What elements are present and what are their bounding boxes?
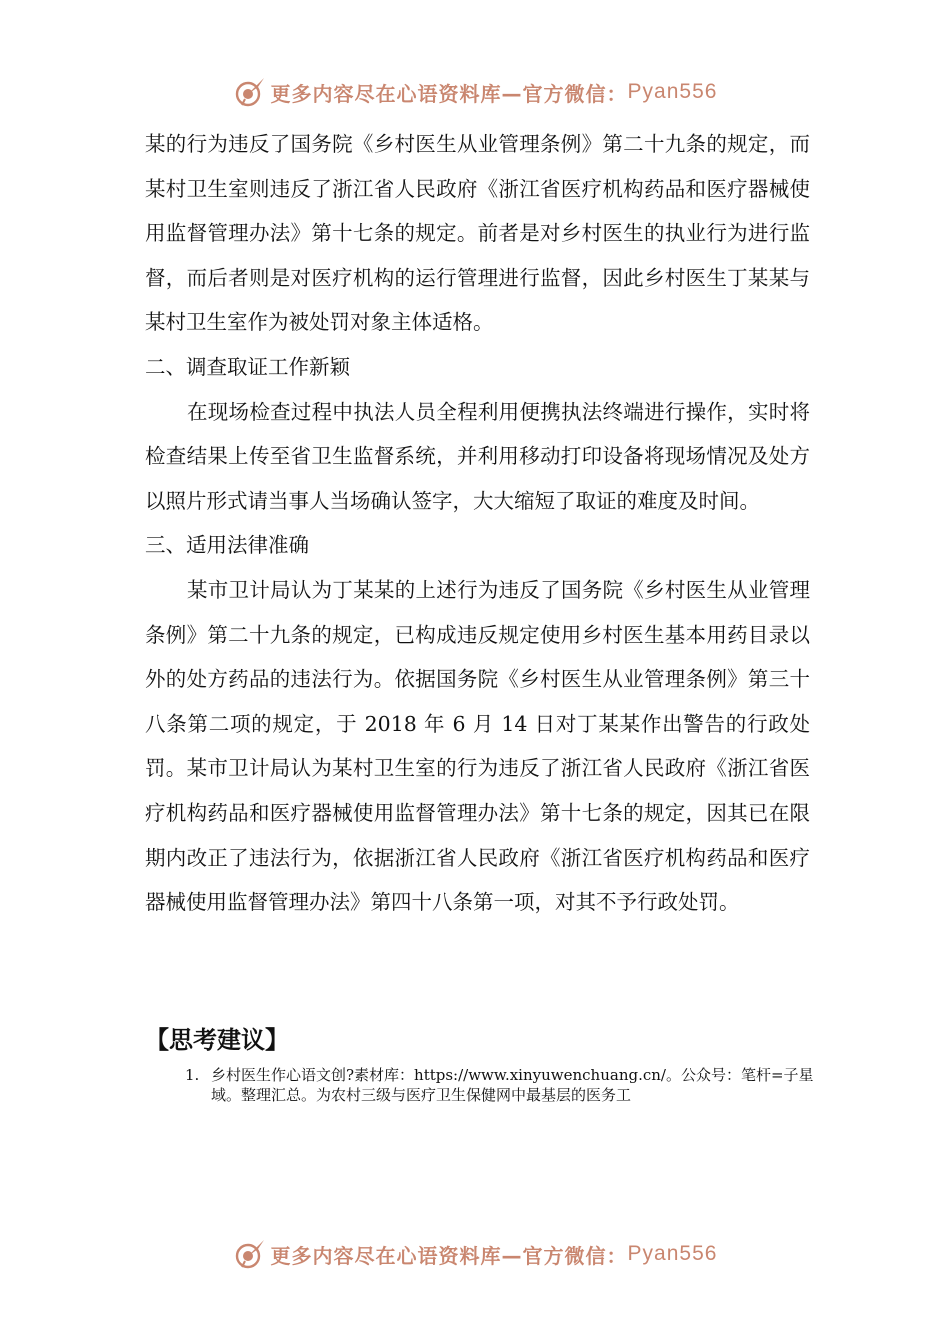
document-body <box>145 122 810 925</box>
watermark-text: 更多内容尽在心语资料库—官方微信： <box>270 81 628 106</box>
watermark-wechat-id: Pyan556 <box>627 1242 718 1265</box>
watermark-text: 更多内容尽在心语资料库—官方微信： <box>270 1243 628 1268</box>
paragraph-law: 某市卫计局认为丁某某的上述行为违反了国务院《乡村医生从业管理条例》第二十九条的规定，已构成违反规定使用乡村医生基本用药目录以外的处方药品的违法行为。依据国务院《乡村医生从业管理条例》第三十八条第二项的规定，于 2018 年 6 月 14 日对丁某某作出警告的行政处罚。某市卫计局认为某村卫生室的行为违反了浙江省人民政府《浙江省医疗机构药品和医疗器械使用监督管理办法》第十七条的规定，因其已在限期内改正了违法行为，依据浙江省人民政府《浙江省医疗机构药品和医疗器械使用监督管理办法》第四十八条第一项，对其不予行政处罚。 <box>145 577 810 915</box>
think-section-title: 【思考建议】 <box>145 1026 289 1054</box>
paragraph-evidence: 在现场检查过程中执法人员全程利用便携执法终端进行操作，实时将检查结果上传至省卫生监督系统，并利用移动打印设备将现场情况及处方以照片形式请当事人当场确认签字，大大缩短了取证的难度及时间。 <box>145 399 810 513</box>
watermark-wechat-id: Pyan556 <box>627 80 718 103</box>
section-heading-2: 二、调查取证工作新颖 <box>145 354 350 379</box>
paragraph-continuation: 某的行为违反了国务院《乡村医生从业管理条例》第二十九条的规定，而某村卫生室则违反了浙江省人民政府《浙江省医疗机构药品和医疗器械使用监督管理办法》第十七条的规定。前者是对乡村医生的执业行为进行监督，而后者则是对医疗机构的运行管理进行监督，因此乡村医生丁某某与某村卫生室作为被处罚对象主体适格。 <box>145 132 810 335</box>
quill-logo-icon <box>233 75 267 109</box>
section-heading-3: 三、适用法律准确 <box>145 533 309 558</box>
list-item-text: 乡村医生作心语文创?素材库：https://www.xinyuwenchuang.cn/。公众号：笔杆=子星域。整理汇总。为农村三级与医疗卫生保健网中最基层的医务工 <box>211 1066 814 1104</box>
reference-list <box>185 1065 815 1105</box>
quill-logo-icon <box>233 1237 267 1271</box>
list-item <box>185 1065 815 1105</box>
watermark-header <box>0 72 950 112</box>
watermark-footer <box>0 1234 950 1274</box>
list-item-number: 1. <box>185 1066 200 1084</box>
